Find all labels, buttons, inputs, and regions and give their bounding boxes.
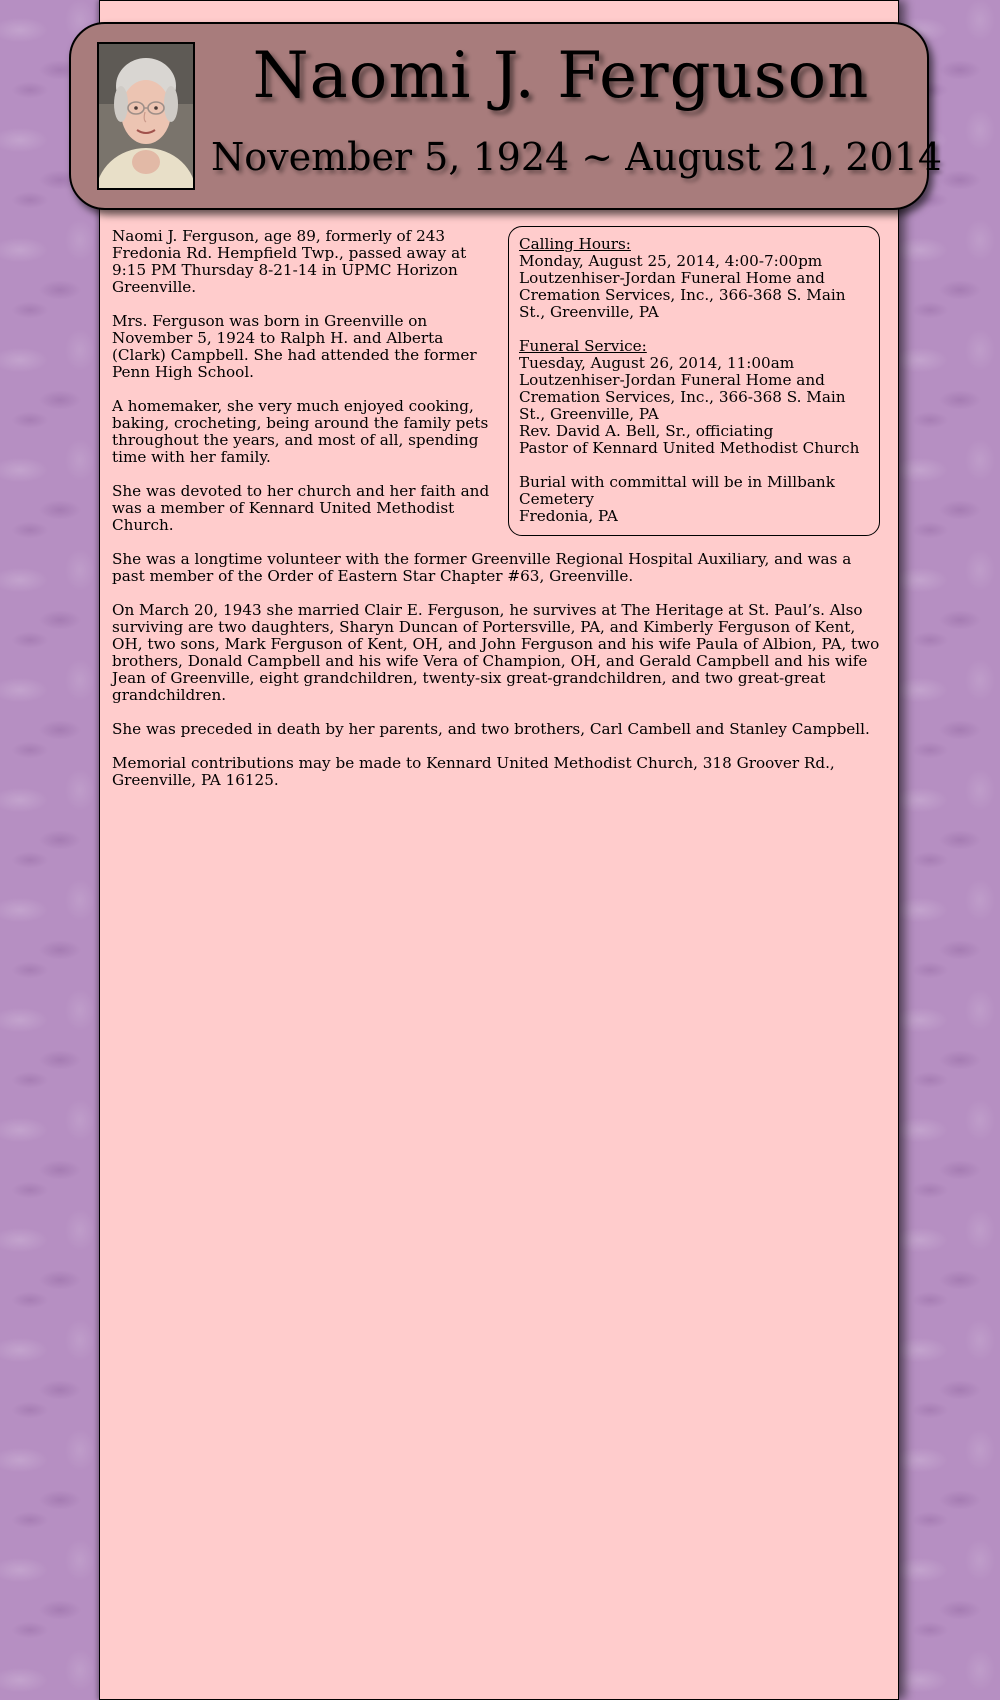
obituary-paragraph-survivors: On March 20, 1943 she married Clair E. Ferguson, he survives at The Heritage at St. Paul’s. Also surviving are two daughters, Sharyn Duncan of Portersville, PA, and Kimberly Ferguson of Kent, OH, two sons, Mark Ferguson of Kent, OH, and John Ferguson and his wife Paula of Albion, PA, two brothers, Donald Campbell and his wife Vera of Champion, OH, and Gerald Campbell and his wife Jean of Greenville, eight grandchildren, twenty-six great-grandchildren, and two great-great grandchildren. bbox=[112, 601, 880, 704]
obituary-paragraph-church: She was devoted to her church and her faith and was a member of Kennard United Methodist Church. bbox=[112, 482, 490, 534]
obituary-header bbox=[69, 22, 942, 210]
portrait-photo bbox=[97, 42, 195, 190]
calling-hours-block bbox=[519, 236, 869, 321]
funeral-service-date: Tuesday, August 26, 2014, 11:00am bbox=[519, 354, 795, 372]
funeral-service-pastor: Pastor of Kennard United Methodist Church bbox=[519, 439, 860, 457]
funeral-service-officiant: Rev. David A. Bell, Sr., officiating bbox=[519, 422, 774, 440]
burial-cemetery: Burial with committal will be in Millbank Cemetery bbox=[519, 473, 835, 508]
portrait-illustration bbox=[99, 44, 193, 188]
funeral-service-block bbox=[519, 338, 869, 457]
funeral-service-heading: Funeral Service: bbox=[519, 337, 647, 355]
deceased-name: Naomi J. Ferguson bbox=[252, 39, 870, 113]
obituary-paragraph-hobbies: A homemaker, she very much enjoyed cooking, baking, crocheting, being around the family pets throughout the years, and most of all, spending time with her family. bbox=[112, 397, 489, 466]
obituary-paragraph-preceded: She was preceded in death by her parents, and two brothers, Carl Cambell and Stanley Campbell. bbox=[112, 720, 870, 738]
obituary-paragraph-birth: Mrs. Ferguson was born in Greenville on November 5, 1924 to Ralph H. and Alberta (Clark) Campbell. She had attended the former Penn High School. bbox=[112, 312, 477, 381]
burial-location: Fredonia, PA bbox=[519, 507, 618, 525]
burial-block bbox=[519, 474, 869, 525]
obituary-content bbox=[112, 228, 880, 806]
calling-hours-date: Monday, August 25, 2014, 4:00-7:00pm bbox=[519, 252, 823, 270]
obituary-paragraph-memorial: Memorial contributions may be made to Kennard United Methodist Church, 318 Groover Rd., Greenville, PA 16125. bbox=[112, 754, 835, 789]
obituary-paragraph-volunteer: She was a longtime volunteer with the former Greenville Regional Hospital Auxiliary, and was a past member of the Order of Eastern Star Chapter #63, Greenville. bbox=[112, 550, 852, 585]
life-dates: November 5, 1924 ~ August 21, 2014 bbox=[211, 135, 942, 179]
funeral-service-location: Loutzenhiser-Jordan Funeral Home and Cremation Services, Inc., 366-368 S. Main St., Greenville, PA bbox=[519, 371, 846, 423]
calling-hours-location: Loutzenhiser-Jordan Funeral Home and Cremation Services, Inc., 366-368 S. Main St., Greenville, PA bbox=[519, 269, 846, 321]
obituary-paragraph-death: Naomi J. Ferguson, age 89, formerly of 243 Fredonia Rd. Hempfield Twp., passed away at 9:15 PM Thursday 8-21-14 in UPMC Horizon Greenville. bbox=[112, 227, 467, 296]
calling-hours-heading: Calling Hours: bbox=[519, 235, 631, 253]
service-info-box bbox=[508, 226, 880, 536]
